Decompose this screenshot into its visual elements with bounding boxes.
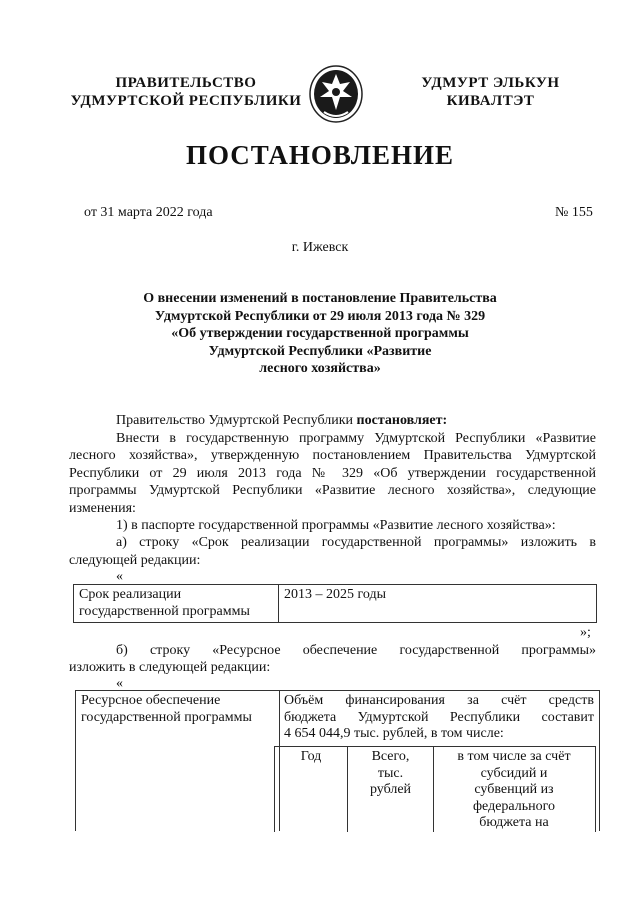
item-1-line: 1) в паспорте государственной программы «Развитие лесного хозяйства»: [116,518,556,534]
document-city: г. Ижевск [291,240,349,255]
issuer-name-russian [70,74,302,110]
federal-header [434,749,594,832]
total-header-line: Всего, [371,749,410,764]
open-quote: « [116,569,123,584]
amendment-line: лесного хозяйства», утвержденную постановлением Правительства Удмуртской [69,448,596,464]
term-label-line: Срок реализации [79,587,182,602]
issuer-name-udmurt [388,74,593,110]
amendment-line: программы Удмуртской Республики «Развитие лесного хозяйства», следующие [69,483,596,499]
resolution-text: Правительство Удмуртской Республики [116,413,357,428]
issuer-line: УДМУРТ ЭЛЬКУН [421,75,560,91]
item-b-line: изложить в следующей редакции: [69,660,271,676]
resources-label-cell [81,693,276,726]
resources-label-line: государственной программы [81,709,252,725]
resources-label-line: Ресурсное обеспечение [81,693,221,708]
subject-line: «Об утверждении государственной программы [171,326,469,341]
document-number: № 155 [555,205,593,220]
amendment-line: Внести в государственную программу Удмуртской Республики «Развитие [116,431,596,446]
resources-table [75,690,600,831]
federal-header-line: бюджета на [479,815,549,830]
resolution-paragraph [116,412,596,429]
issuer-line: КИВАЛТЭТ [446,93,535,109]
federal-header-line: федерального [472,798,556,814]
total-header-line: рублей [369,782,412,797]
total-header [348,749,433,799]
federal-header-line: в том числе за счёт [457,749,571,764]
item-b-line: б) строку «Ресурсное обеспечение государственной программы» [116,643,596,658]
issuer-line: УДМУРТСКОЙ РЕСПУБЛИКИ [70,93,302,109]
open-quote: « [116,676,123,691]
subject-line: О внесении изменений в постановление Правительства [143,291,497,306]
financing-subtable [274,746,596,832]
year-header: Год [300,749,322,764]
coat-of-arms-icon [306,64,366,124]
subject-line: лесного хозяйства» [259,361,381,376]
federal-header-line: субсидий и [480,765,548,781]
resources-intro-line: 4 654 044,9 тыс. рублей, в том числе: [284,726,504,741]
amendment-line: Республики от 29 июля 2013 года № 329 «Об утверждении государственной [69,465,596,481]
issuer-line: ПРАВИТЕЛЬСТВО [115,75,257,91]
resources-intro-cell [284,693,594,743]
federal-header-line: субвенций из [474,782,554,797]
close-quote: »; [580,625,591,640]
item-a-line: а) строку «Срок реализации государственной программы» изложить в [116,535,596,551]
document-subject [100,290,540,378]
term-table [73,584,597,623]
resolution-verb: постановляет: [356,413,448,428]
term-label-line: государственной программы [79,603,250,619]
resources-intro-line: бюджета Удмуртской Республики составит [284,709,594,725]
subject-line: Удмуртской Республики «Развитие [208,343,432,359]
item-b-paragraph [69,642,596,677]
document-date: от 31 марта 2022 года [84,205,213,220]
amendment-line: изменения: [69,500,136,516]
item-a-line: следующей редакции: [69,552,201,568]
term-value-cell: 2013 – 2025 годы [284,587,387,602]
document-title: ПОСТАНОВЛЕНИЕ [185,140,455,170]
term-label-cell [79,587,274,620]
total-header-line: тыс. [377,765,404,781]
amendment-paragraph [69,430,596,569]
subject-line: Удмуртской Республики от 29 июля 2013 года № 329 [154,308,486,324]
resources-intro-line: Объём финансирования за счёт средств [284,693,594,708]
